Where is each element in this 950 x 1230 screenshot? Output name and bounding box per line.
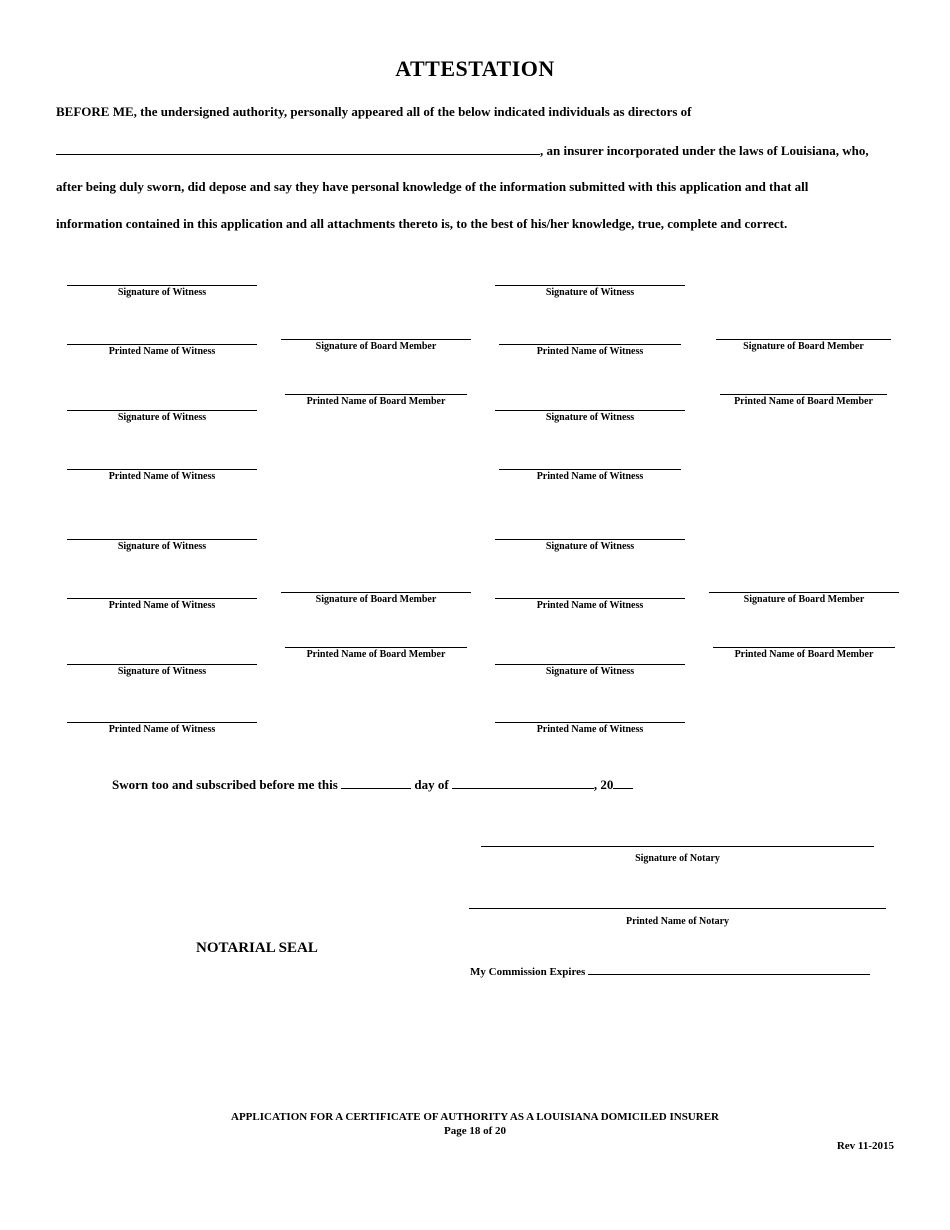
witness-name-line[interactable]: Printed Name of Witness (67, 344, 257, 358)
board-member-name-line[interactable]: Printed Name of Board Member (720, 394, 887, 408)
witness-name-line[interactable]: Printed Name of Witness (495, 598, 685, 612)
board-member-signature-line[interactable]: Signature of Board Member (281, 592, 471, 606)
notarial-seal-label: NOTARIAL SEAL (196, 940, 318, 956)
board-member-name-line[interactable]: Printed Name of Board Member (285, 647, 467, 661)
insurer-name-blank[interactable] (56, 142, 540, 155)
witness-signature-line[interactable]: Signature of Witness (495, 410, 685, 424)
notary-signature-line[interactable]: Signature of Notary (481, 846, 874, 865)
witness-signature-line[interactable]: Signature of Witness (67, 539, 257, 553)
intro-line-1: BEFORE ME, the undersigned authority, personally appeared all of the below indicated individuals as directors of (56, 104, 692, 119)
witness-signature-line[interactable]: Signature of Witness (67, 285, 257, 299)
intro-line-2: , an insurer incorporated under the laws of Louisiana, who, (56, 142, 869, 159)
footer-title: APPLICATION FOR A CERTIFICATE OF AUTHORITY AS A LOUISIANA DOMICILED INSURER (231, 1111, 719, 1123)
revision-label: Rev 11-2015 (836, 1140, 894, 1152)
commission-expires: My Commission Expires (470, 962, 870, 978)
sworn-statement: Sworn too and subscribed before me this day of , 20 (112, 776, 633, 793)
witness-name-line[interactable]: Printed Name of Witness (495, 722, 685, 736)
board-member-name-line[interactable]: Printed Name of Board Member (285, 394, 467, 408)
page-title: ATTESTATION (395, 56, 555, 81)
witness-name-line[interactable]: Printed Name of Witness (67, 722, 257, 736)
month-blank[interactable] (452, 776, 594, 789)
day-blank[interactable] (341, 776, 411, 789)
witness-signature-line[interactable]: Signature of Witness (495, 539, 685, 553)
notary-name-line[interactable]: Printed Name of Notary (469, 908, 886, 928)
witness-name-line[interactable]: Printed Name of Witness (67, 598, 257, 612)
witness-signature-line[interactable]: Signature of Witness (67, 664, 257, 678)
witness-name-line[interactable]: Printed Name of Witness (499, 469, 681, 483)
page-number: Page 18 of 20 (443, 1125, 506, 1137)
commission-expires-blank[interactable] (588, 962, 870, 975)
intro-line-3: after being duly sworn, did depose and say they have personal knowledge of the information submitted with this application and that all (56, 179, 809, 194)
year-blank[interactable] (613, 776, 633, 789)
board-member-name-line[interactable]: Printed Name of Board Member (713, 647, 895, 661)
witness-name-line[interactable]: Printed Name of Witness (67, 469, 257, 483)
board-member-signature-line[interactable]: Signature of Board Member (716, 339, 891, 353)
witness-signature-line[interactable]: Signature of Witness (495, 285, 685, 299)
intro-line-4: information contained in this application and all attachments thereto is, to the best of his/her knowledge, true, complete and correct. (56, 216, 788, 231)
witness-signature-line[interactable]: Signature of Witness (495, 664, 685, 678)
witness-signature-line[interactable]: Signature of Witness (67, 410, 257, 424)
board-member-signature-line[interactable]: Signature of Board Member (709, 592, 899, 606)
board-member-signature-line[interactable]: Signature of Board Member (281, 339, 471, 353)
witness-name-line[interactable]: Printed Name of Witness (499, 344, 681, 358)
